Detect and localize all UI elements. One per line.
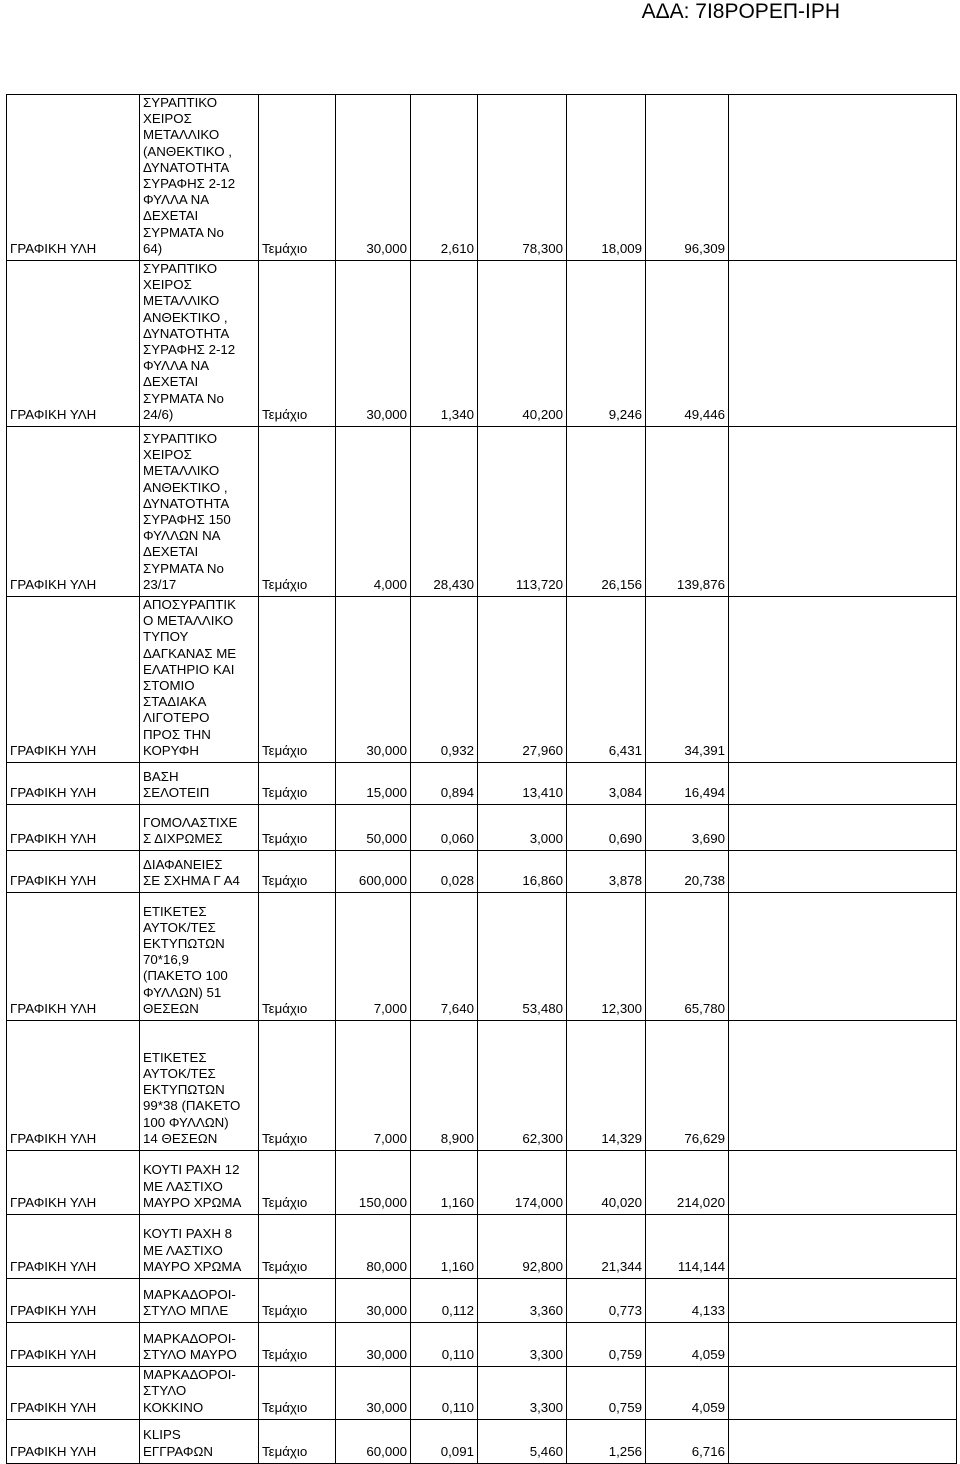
empty-cell (729, 95, 957, 261)
empty-cell (729, 1215, 957, 1279)
description-cell (140, 805, 259, 851)
empty-cell (729, 1151, 957, 1215)
description-line: ΜΕΤΑΛΛΙΚΟ (143, 293, 220, 309)
description-line: ΣΕ ΣΧΗΜΑ Γ Α4 (143, 872, 240, 888)
unit-cell: Τεμάχιο (259, 1215, 336, 1279)
net-amount-cell: 113,720 (478, 427, 567, 597)
category-cell: ΓΡΑΦΙΚΗ ΥΛΗ (7, 1323, 140, 1367)
category-cell: ΓΡΑΦΙΚΗ ΥΛΗ (7, 1367, 140, 1420)
description-line: ΣΥΡΜΑΤΑ Νο (143, 390, 224, 406)
description-line: Ο ΜΕΤΑΛΛΙΚΟ (143, 613, 234, 629)
vat-amount-cell: 0,690 (567, 805, 646, 851)
vat-amount-cell: 40,020 (567, 1151, 646, 1215)
description-line: ΦΥΛΛΩΝ) 51 (143, 984, 222, 1000)
description-line: ΜΑΥΡΟ ΧΡΩΜΑ (143, 1258, 242, 1274)
net-amount-cell: 62,300 (478, 1021, 567, 1151)
description-line: ΧΕΙΡΟΣ (143, 277, 192, 293)
table-row (7, 427, 957, 597)
quantity-cell: 80,000 (336, 1215, 411, 1279)
category-cell: ΓΡΑΦΙΚΗ ΥΛΗ (7, 95, 140, 261)
vat-amount-cell: 14,329 (567, 1021, 646, 1151)
unit-price-cell: 0,110 (411, 1323, 478, 1367)
total-amount-cell: 20,738 (646, 851, 729, 893)
table-row (7, 763, 957, 805)
category-cell: ΓΡΑΦΙΚΗ ΥΛΗ (7, 1021, 140, 1151)
description-line: ΣΕΛΟΤΕΙΠ (143, 784, 210, 800)
description-line: ΧΕΙΡΟΣ (143, 447, 192, 463)
vat-amount-cell: 9,246 (567, 261, 646, 427)
description-line: ΔΕΧΕΤΑΙ (143, 374, 199, 390)
total-amount-cell: 114,144 (646, 1215, 729, 1279)
description-line: ΕΛΑΤΗΡΙΟ ΚΑΙ (143, 661, 235, 677)
unit-cell: Τεμάχιο (259, 1279, 336, 1323)
description-line: ΣΥΡΑΦΗΣ 2-12 (143, 342, 236, 358)
description-line: 64) (143, 240, 163, 256)
description-line: ΔΥΝΑΤΟΤΗΤΑ (143, 325, 230, 341)
empty-cell (729, 427, 957, 597)
description-cell (140, 1279, 259, 1323)
description-line: (ΠΑΚΕΤΟ 100 (143, 968, 228, 984)
empty-cell (729, 261, 957, 427)
vat-amount-cell: 12,300 (567, 893, 646, 1021)
vat-amount-cell: 6,431 (567, 597, 646, 763)
net-amount-cell: 40,200 (478, 261, 567, 427)
description-line: ΑΝΘΕΚΤΙΚΟ , (143, 479, 228, 495)
table-row (7, 1367, 957, 1420)
vat-amount-cell: 3,878 (567, 851, 646, 893)
category-cell: ΓΡΑΦΙΚΗ ΥΛΗ (7, 1419, 140, 1463)
description-cell (140, 763, 259, 805)
unit-cell: Τεμάχιο (259, 851, 336, 893)
empty-cell (729, 1367, 957, 1420)
empty-cell (729, 763, 957, 805)
category-cell: ΓΡΑΦΙΚΗ ΥΛΗ (7, 427, 140, 597)
quantity-cell: 30,000 (336, 95, 411, 261)
description-line: ΛΙΓΟΤΕΡΟ (143, 710, 210, 726)
description-line: ΕΤΙΚΕΤΕΣ (143, 903, 207, 919)
unit-price-cell: 1,340 (411, 261, 478, 427)
unit-price-cell: 1,160 (411, 1215, 478, 1279)
table-row (7, 1151, 957, 1215)
unit-price-cell: 0,028 (411, 851, 478, 893)
description-line: 70*16,9 (143, 952, 189, 968)
items-table (6, 94, 957, 1464)
description-line: ΒΑΣΗ (143, 768, 179, 784)
description-line: ΚΟΡΥΦΗ (143, 742, 200, 758)
description-line: KLIPS (143, 1427, 181, 1443)
empty-cell (729, 597, 957, 763)
category-cell: ΓΡΑΦΙΚΗ ΥΛΗ (7, 597, 140, 763)
ada-code: ΑΔΑ: 7Ι8ΡΟΡΕΠ-ΙΡΗ (641, 0, 840, 23)
description-line: ΔΥΝΑΤΟΤΗΤΑ (143, 159, 230, 175)
description-line: 24/6) (143, 406, 174, 422)
total-amount-cell: 139,876 (646, 427, 729, 597)
description-cell (140, 95, 259, 261)
quantity-cell: 30,000 (336, 1323, 411, 1367)
net-amount-cell: 3,300 (478, 1323, 567, 1367)
total-amount-cell: 96,309 (646, 95, 729, 261)
vat-amount-cell: 1,256 (567, 1419, 646, 1463)
quantity-cell: 50,000 (336, 805, 411, 851)
description-cell (140, 261, 259, 427)
description-line: Σ ΔΙΧΡΩΜΕΣ (143, 830, 223, 846)
description-line: ΦΥΛΛΩΝ ΝΑ (143, 528, 221, 544)
description-line: (ΑΝΘΕΚΤΙΚΟ , (143, 143, 232, 159)
description-cell (140, 1151, 259, 1215)
category-cell: ΓΡΑΦΙΚΗ ΥΛΗ (7, 893, 140, 1021)
unit-cell: Τεμάχιο (259, 1419, 336, 1463)
total-amount-cell: 4,133 (646, 1279, 729, 1323)
description-line: ΤΥΠΟΥ (143, 629, 189, 645)
description-line: ΔΙΑΦΑΝΕΙΕΣ (143, 856, 223, 872)
unit-price-cell: 0,060 (411, 805, 478, 851)
net-amount-cell: 78,300 (478, 95, 567, 261)
unit-price-cell: 8,900 (411, 1021, 478, 1151)
table-row (7, 851, 957, 893)
table-row (7, 1279, 957, 1323)
description-cell (140, 597, 259, 763)
unit-cell: Τεμάχιο (259, 261, 336, 427)
total-amount-cell: 76,629 (646, 1021, 729, 1151)
empty-cell (729, 893, 957, 1021)
total-amount-cell: 3,690 (646, 805, 729, 851)
vat-amount-cell: 21,344 (567, 1215, 646, 1279)
quantity-cell: 15,000 (336, 763, 411, 805)
quantity-cell: 30,000 (336, 261, 411, 427)
unit-cell: Τεμάχιο (259, 805, 336, 851)
category-cell: ΓΡΑΦΙΚΗ ΥΛΗ (7, 1279, 140, 1323)
description-line: ΕΚΤΥΠΩΤΩΝ (143, 1082, 225, 1098)
description-line: ΣΥΡΑΠΤΙΚΟ (143, 261, 218, 277)
category-cell: ΓΡΑΦΙΚΗ ΥΛΗ (7, 1151, 140, 1215)
unit-price-cell: 2,610 (411, 95, 478, 261)
category-cell: ΓΡΑΦΙΚΗ ΥΛΗ (7, 261, 140, 427)
description-line: ΕΤΙΚΕΤΕΣ (143, 1049, 207, 1065)
table-row (7, 261, 957, 427)
description-cell (140, 851, 259, 893)
description-line: ΑΠΟΣΥΡΑΠΤΙΚ (143, 597, 236, 613)
net-amount-cell: 3,360 (478, 1279, 567, 1323)
vat-amount-cell: 26,156 (567, 427, 646, 597)
description-line: ΣΥΡΜΑΤΑ Νο (143, 560, 224, 576)
vat-amount-cell: 0,773 (567, 1279, 646, 1323)
net-amount-cell: 3,300 (478, 1367, 567, 1420)
unit-price-cell: 0,091 (411, 1419, 478, 1463)
description-line: ΣΤΥΛΟ (143, 1383, 187, 1399)
empty-cell (729, 1419, 957, 1463)
unit-price-cell: 28,430 (411, 427, 478, 597)
total-amount-cell: 65,780 (646, 893, 729, 1021)
description-line: ΔΥΝΑΤΟΤΗΤΑ (143, 495, 230, 511)
quantity-cell: 4,000 (336, 427, 411, 597)
unit-price-cell: 0,110 (411, 1367, 478, 1420)
quantity-cell: 150,000 (336, 1151, 411, 1215)
description-line: ΕΚΤΥΠΩΤΩΝ (143, 936, 225, 952)
total-amount-cell: 34,391 (646, 597, 729, 763)
description-line: ΣΥΡΑΦΗΣ 2-12 (143, 176, 236, 192)
description-line: ΔΕΧΕΤΑΙ (143, 544, 199, 560)
description-line: ΣΤΥΛΟ ΜΑΥΡΟ (143, 1346, 237, 1362)
unit-cell: Τεμάχιο (259, 1323, 336, 1367)
unit-cell: Τεμάχιο (259, 427, 336, 597)
empty-cell (729, 1323, 957, 1367)
table-row (7, 95, 957, 261)
description-line: 99*38 (ΠΑΚΕΤΟ (143, 1098, 241, 1114)
category-cell: ΓΡΑΦΙΚΗ ΥΛΗ (7, 1215, 140, 1279)
quantity-cell: 30,000 (336, 597, 411, 763)
quantity-cell: 7,000 (336, 893, 411, 1021)
description-line: 23/17 (143, 576, 177, 592)
description-line: ΜΑΡΚΑΔΟΡΟΙ- (143, 1367, 236, 1383)
net-amount-cell: 13,410 (478, 763, 567, 805)
category-cell: ΓΡΑΦΙΚΗ ΥΛΗ (7, 851, 140, 893)
quantity-cell: 7,000 (336, 1021, 411, 1151)
net-amount-cell: 3,000 (478, 805, 567, 851)
table-row (7, 893, 957, 1021)
quantity-cell: 30,000 (336, 1279, 411, 1323)
description-line: ΑΥΤΟΚ/ΤΕΣ (143, 919, 216, 935)
quantity-cell: 60,000 (336, 1419, 411, 1463)
description-line: ΣΥΡΑΠΤΙΚΟ (143, 95, 218, 110)
table-row (7, 1021, 957, 1151)
unit-cell: Τεμάχιο (259, 1151, 336, 1215)
description-line: ΣΥΡΜΑΤΑ Νο (143, 224, 224, 240)
description-line: ΚΟΚΚΙΝΟ (143, 1399, 204, 1415)
vat-amount-cell: 0,759 (567, 1367, 646, 1420)
unit-cell: Τεμάχιο (259, 597, 336, 763)
unit-cell: Τεμάχιο (259, 1367, 336, 1420)
description-cell (140, 1021, 259, 1151)
description-line: ΣΤΑΔΙΑΚΑ (143, 694, 207, 710)
unit-price-cell: 1,160 (411, 1151, 478, 1215)
description-line: ΚΟΥΤΙ ΡΑΧΗ 8 (143, 1226, 233, 1242)
category-cell: ΓΡΑΦΙΚΗ ΥΛΗ (7, 763, 140, 805)
empty-cell (729, 1021, 957, 1151)
description-line: ΚΟΥΤΙ ΡΑΧΗ 12 (143, 1162, 240, 1178)
description-line: ΦΥΛΛΑ ΝΑ (143, 358, 210, 374)
description-line: ΕΓΓΡΑΦΩΝ (143, 1443, 214, 1459)
description-line: ΜΕ ΛΑΣΤΙΧΟ (143, 1178, 223, 1194)
unit-cell: Τεμάχιο (259, 763, 336, 805)
empty-cell (729, 851, 957, 893)
description-cell (140, 1367, 259, 1420)
total-amount-cell: 4,059 (646, 1367, 729, 1420)
description-line: ΣΤΥΛΟ ΜΠΛΕ (143, 1302, 229, 1318)
net-amount-cell: 27,960 (478, 597, 567, 763)
quantity-cell: 600,000 (336, 851, 411, 893)
net-amount-cell: 16,860 (478, 851, 567, 893)
table-row (7, 1419, 957, 1463)
description-cell (140, 1419, 259, 1463)
net-amount-cell: 53,480 (478, 893, 567, 1021)
unit-price-cell: 7,640 (411, 893, 478, 1021)
description-cell (140, 427, 259, 597)
total-amount-cell: 49,446 (646, 261, 729, 427)
unit-price-cell: 0,894 (411, 763, 478, 805)
description-cell (140, 1215, 259, 1279)
table-row (7, 597, 957, 763)
description-cell (140, 1323, 259, 1367)
quantity-cell: 30,000 (336, 1367, 411, 1420)
description-line: 100 ΦΥΛΛΩΝ) (143, 1114, 229, 1130)
net-amount-cell: 174,000 (478, 1151, 567, 1215)
table-row (7, 1323, 957, 1367)
description-line: ΔΑΓΚΑΝΑΣ ΜΕ (143, 645, 237, 661)
description-line: ΜΕΤΑΛΛΙΚΟ (143, 463, 220, 479)
total-amount-cell: 16,494 (646, 763, 729, 805)
description-line: ΓΟΜΟΛΑΣΤΙΧΕ (143, 814, 238, 830)
unit-price-cell: 0,932 (411, 597, 478, 763)
vat-amount-cell: 0,759 (567, 1323, 646, 1367)
description-line: ΣΥΡΑΦΗΣ 150 (143, 512, 231, 528)
unit-cell: Τεμάχιο (259, 893, 336, 1021)
vat-amount-cell: 3,084 (567, 763, 646, 805)
description-line: ΧΕΙΡΟΣ (143, 111, 192, 127)
empty-cell (729, 805, 957, 851)
description-line: 14 ΘΕΣΕΩΝ (143, 1130, 218, 1146)
description-line: ΜΕ ΛΑΣΤΙΧΟ (143, 1242, 223, 1258)
description-line: ΣΥΡΑΠΤΙΚΟ (143, 431, 218, 447)
description-line: ΑΥΤΟΚ/ΤΕΣ (143, 1066, 216, 1082)
total-amount-cell: 214,020 (646, 1151, 729, 1215)
table-row (7, 1215, 957, 1279)
description-line: ΦΥΛΛΑ ΝΑ (143, 192, 210, 208)
net-amount-cell: 5,460 (478, 1419, 567, 1463)
unit-cell: Τεμάχιο (259, 95, 336, 261)
description-line: ΣΤΟΜΙΟ (143, 678, 195, 694)
description-line: ΜΑΥΡΟ ΧΡΩΜΑ (143, 1194, 242, 1210)
total-amount-cell: 6,716 (646, 1419, 729, 1463)
description-line: ΜΑΡΚΑΔΟΡΟΙ- (143, 1286, 236, 1302)
description-line: ΠΡΟΣ ΤΗΝ (143, 726, 211, 742)
unit-price-cell: 0,112 (411, 1279, 478, 1323)
description-line: ΘΕΣΕΩΝ (143, 1000, 199, 1016)
unit-cell: Τεμάχιο (259, 1021, 336, 1151)
category-cell: ΓΡΑΦΙΚΗ ΥΛΗ (7, 805, 140, 851)
vat-amount-cell: 18,009 (567, 95, 646, 261)
total-amount-cell: 4,059 (646, 1323, 729, 1367)
description-cell (140, 893, 259, 1021)
description-line: ΔΕΧΕΤΑΙ (143, 208, 199, 224)
description-line: ΑΝΘΕΚΤΙΚΟ , (143, 309, 228, 325)
items-table-body (7, 95, 957, 1464)
description-line: ΜΕΤΑΛΛΙΚΟ (143, 127, 220, 143)
empty-cell (729, 1279, 957, 1323)
table-row (7, 805, 957, 851)
net-amount-cell: 92,800 (478, 1215, 567, 1279)
description-line: ΜΑΡΚΑΔΟΡΟΙ- (143, 1330, 236, 1346)
